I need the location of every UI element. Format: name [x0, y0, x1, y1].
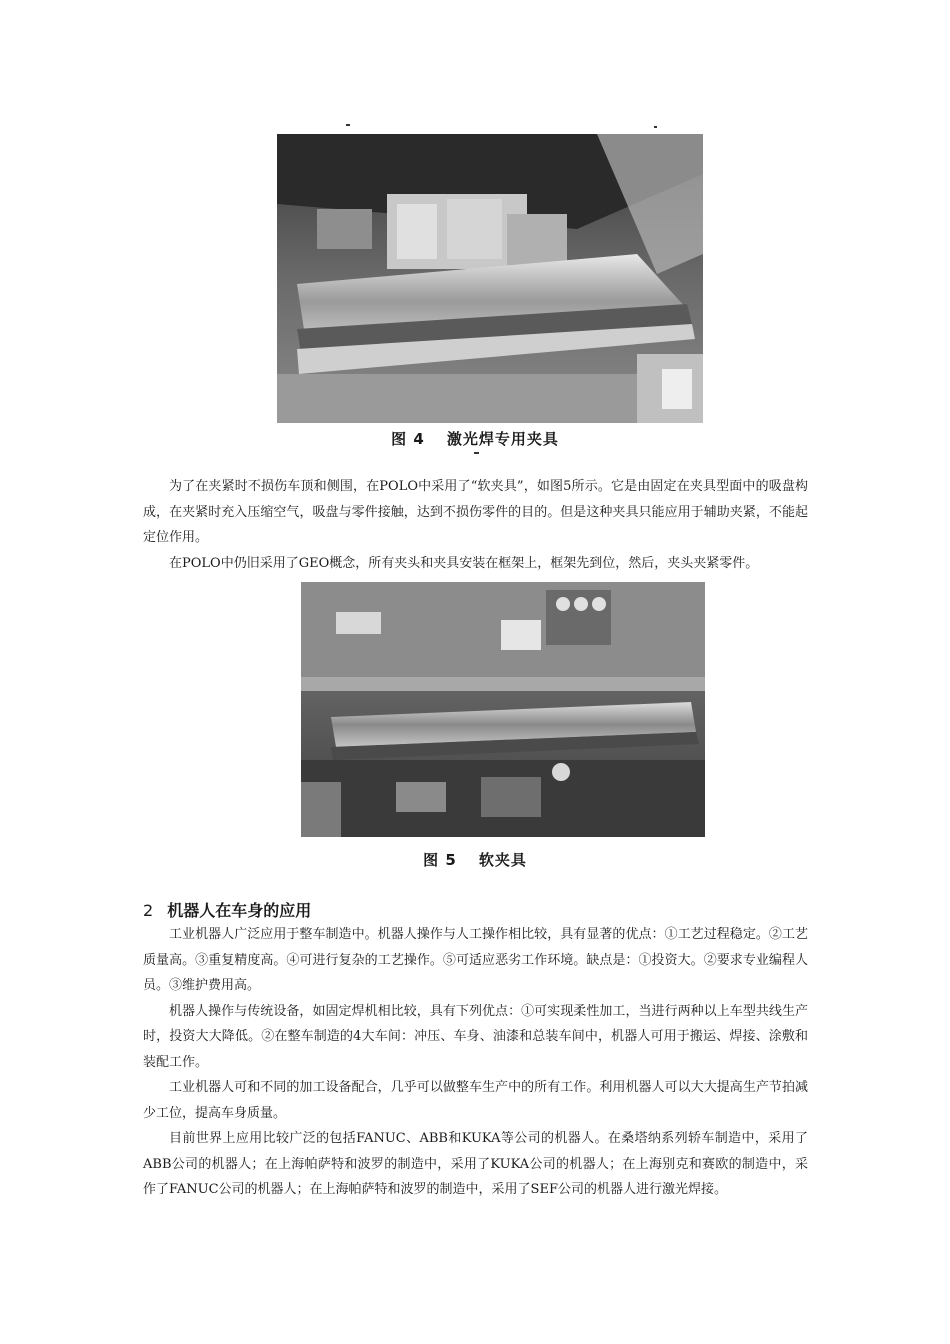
paragraph: 机器人操作与传统设备，如固定焊机相比较，具有下列优点：①可实现柔性加工，当进行两种以上车型共线生产时，投资大大降低。②在整车制造的4大车间：冲压、车身、油漆和总装车间中，机器人可用于搬运、焊接、涂敷和装配工作。 [143, 1003, 808, 1070]
section-number: 2 [143, 901, 154, 920]
body-text-block-2 [143, 922, 808, 1203]
scan-mark [346, 124, 350, 126]
scan-mark [474, 452, 479, 454]
section-heading [143, 898, 311, 921]
paragraph: 工业机器人可和不同的加工设备配合，几乎可以做整车生产中的所有工作。利用机器人可以大大提高生产节拍减少工位，提高车身质量。 [143, 1080, 808, 1121]
section-title: 机器人在车身的应用 [167, 901, 312, 920]
figure-5-photo [301, 582, 705, 837]
figure-4-caption [0, 428, 950, 449]
paragraph: 在POLO中仍旧采用了GEO概念，所有夹头和夹具安装在框架上，框架先到位，然后，夹头夹紧零件。 [169, 555, 759, 571]
body-text-block-1 [143, 474, 808, 576]
figure-5-title: 软夹具 [478, 851, 527, 869]
paragraph: 工业机器人广泛应用于整车制造中。机器人操作与人工操作相比较，具有显著的优点：①工艺过程稳定。②工艺质量高。③重复精度高。④可进行复杂的工艺操作。⑤可适应恶劣工作环境。缺点是：①投资大。②要求专业编程人员。③维护费用高。 [143, 927, 808, 993]
figure-4-photo [277, 134, 703, 423]
figure-5-number: 图 5 [423, 851, 457, 869]
figure-4-title: 激光焊专用夹具 [446, 430, 559, 448]
figure-5-caption [0, 849, 950, 870]
paragraph: 目前世界上应用比较广泛的包括FANUC、ABB和KUKA等公司的机器人。在桑塔纳系列轿车制造中，采用了ABB公司的机器人；在上海帕萨特和波罗的制造中，采用了KUKA公司的机器人；在上海别克和赛欧的制造中，采作了FANUC公司的机器人；在上海帕萨特和波罗的制造中，采用了SEF公司的机器人进行激光焊接。 [143, 1131, 808, 1197]
paragraph: 为了在夹紧时不损伤车顶和侧围，在POLO中采用了“软夹具”，如图5所示。它是由固定在夹具型面中的吸盘构成，在夹紧时充入压缩空气，吸盘与零件接触，达到不损伤零件的目的。但是这种夹具只能应用于辅助夹紧，不能起定位作用。 [143, 479, 808, 545]
figure-4-number: 图 4 [391, 430, 425, 448]
scan-mark [654, 126, 657, 128]
